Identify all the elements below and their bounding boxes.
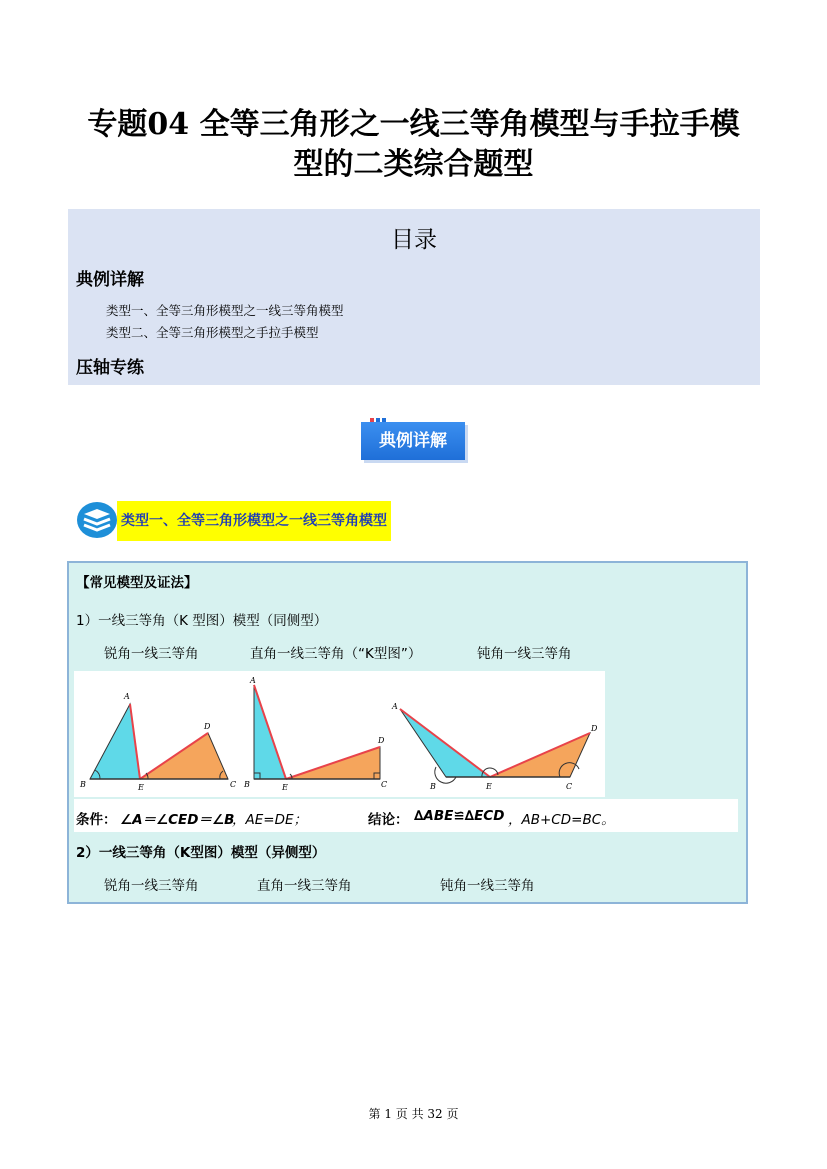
label-D: D	[378, 736, 385, 745]
condition-equation: ∠A＝∠CED＝∠B	[120, 812, 235, 828]
label-C: C	[566, 782, 573, 791]
page-title-line-1: 专题04 全等三角形之一线三等角模型与手拉手模	[87, 107, 740, 142]
caption-right-2: 直角一线三等角	[257, 878, 352, 894]
label-C: C	[381, 780, 388, 789]
label-C: C	[230, 780, 237, 789]
caption-acute-1: 锐角一线三等角	[104, 646, 199, 662]
label-E: E	[486, 782, 492, 791]
page-footer: 第 1 页 共 32 页	[368, 1107, 459, 1121]
caption-obtuse-1: 钝角一线三等角	[477, 646, 572, 662]
condition-label: 条件：	[76, 812, 117, 828]
toc-heading: 目录	[391, 227, 437, 253]
subsection-1-title: 1）一线三等角（K 型图）模型（同侧型）	[76, 613, 328, 629]
label-B: B	[430, 782, 436, 791]
toc-section-examples[interactable]: 典例详解	[76, 270, 144, 290]
page-title-line-2: 型的二类综合题型	[293, 147, 534, 182]
box-heading: 【常见模型及证法】	[76, 575, 198, 591]
figure-obtuse	[391, 702, 598, 791]
figure-right	[243, 676, 387, 792]
label-D: D	[591, 724, 598, 733]
label-A: A	[250, 676, 256, 685]
subsection-2-title: 2）一线三等角（K型图）模型（异侧型）	[76, 845, 326, 861]
conclusion-rest: ，AB+CD=BC。	[508, 812, 615, 828]
caption-acute-2: 锐角一线三等角	[104, 878, 199, 894]
label-A: A	[124, 692, 130, 701]
toc-item-type-1[interactable]: 类型一、全等三角形模型之一线三等角模型	[106, 303, 344, 318]
label-E: E	[138, 783, 144, 792]
toc-section-practice[interactable]: 压轴专练	[76, 358, 144, 378]
caption-obtuse-2: 钝角一线三等角	[440, 878, 535, 894]
book-stack-icon	[76, 500, 118, 540]
condition-rest: ，AE=DE；	[232, 812, 308, 828]
k-model-figures	[74, 671, 605, 797]
label-E: E	[282, 783, 288, 792]
type-1-heading: 类型一、全等三角形模型之一线三等角模型	[117, 501, 391, 541]
section-badge: 典例详解	[361, 422, 465, 460]
label-B: B	[244, 780, 250, 789]
k-model-diagram	[74, 671, 605, 797]
label-B: B	[80, 780, 86, 789]
table-of-contents	[68, 209, 760, 385]
figure-acute	[79, 692, 236, 792]
label-D: D	[204, 722, 211, 731]
label-A: A	[392, 702, 398, 711]
caption-right-1: 直角一线三等角（“K型图”）	[250, 646, 422, 662]
conclusion-equation: ∆ABE≌∆ECD	[414, 808, 505, 824]
conclusion-label: 结论：	[368, 812, 409, 828]
toc-item-type-2[interactable]: 类型二、全等三角形模型之手拉手模型	[106, 325, 319, 340]
